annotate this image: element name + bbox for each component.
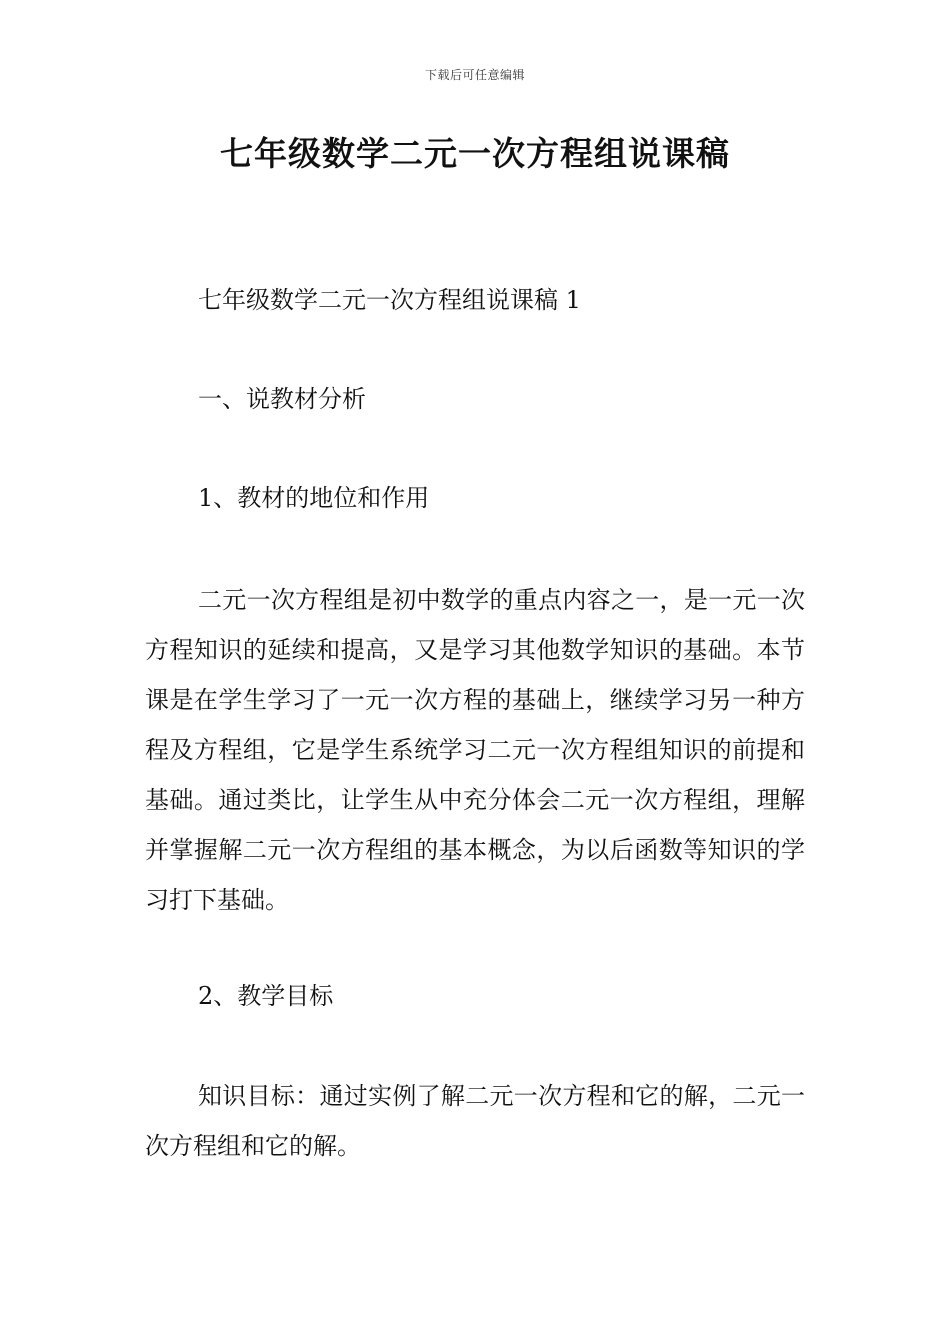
paragraph-1: 二元一次方程组是初中数学的重点内容之一，是一元一次方程知识的延续和提高，又是学习其他数学知识的基础。本节课是在学生学习了一元一次方程的基础上，继续学习另一种方程及方程组，它是学生系统学习二元一次方程组知识的前提和基础。通过类比，让学生从中充分体会二元一次方程组，理解并掌握解二元一次方程组的基本概念，为以后函数等知识的学习打下基础。: [145, 586, 805, 914]
document-subtitle: 七年级数学二元一次方程组说课稿 1: [198, 286, 581, 314]
paragraph-2: 知识目标：通过实例了解二元一次方程和它的解，二元一次方程组和它的解。: [145, 1082, 805, 1160]
document-title: 七年级数学二元一次方程组说课稿: [220, 134, 730, 173]
section-heading-1: 一、说教材分析: [198, 385, 366, 413]
subsection-heading-1: 1、教材的地位和作用: [198, 484, 430, 512]
subsection-heading-2: 2、教学目标: [198, 982, 334, 1010]
header-note: 下载后可任意编辑: [424, 68, 525, 82]
